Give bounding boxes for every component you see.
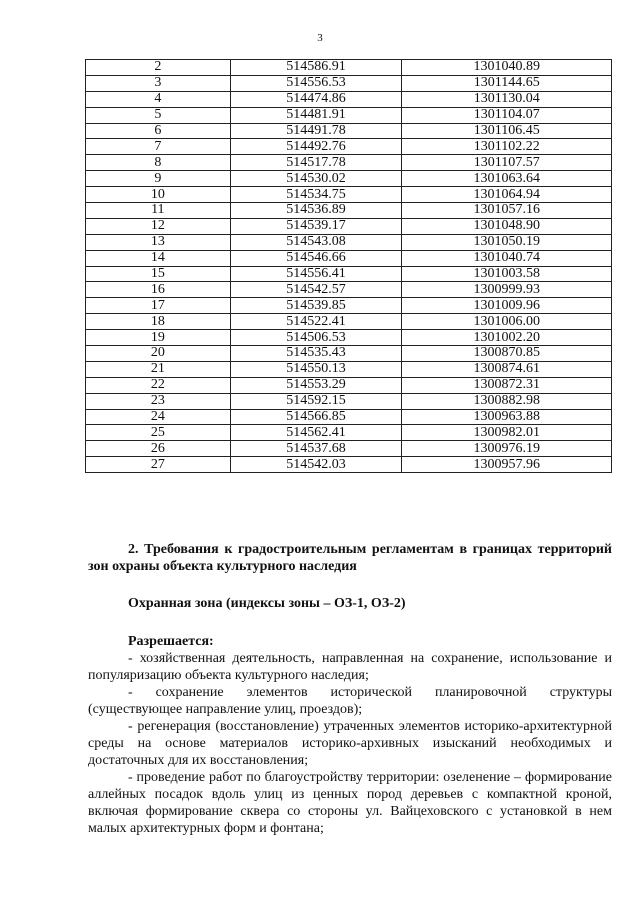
table-row bbox=[86, 346, 612, 362]
x-coordinate-cell: 514539.17 bbox=[230, 218, 402, 234]
table-row bbox=[86, 298, 612, 314]
point-number-cell: 14 bbox=[86, 250, 231, 266]
paragraph-planning-structure: - сохранение элементов исторической планировочной структуры (существующее направление улиц, проездов); bbox=[88, 685, 612, 717]
y-coordinate-cell: 1301102.22 bbox=[402, 139, 612, 155]
y-coordinate-cell: 1300982.01 bbox=[402, 425, 612, 441]
x-coordinate-cell: 514506.53 bbox=[230, 330, 402, 346]
table-row bbox=[86, 361, 612, 377]
x-coordinate-cell: 514517.78 bbox=[230, 155, 402, 171]
x-coordinate-cell: 514592.15 bbox=[230, 393, 402, 409]
point-number-cell: 12 bbox=[86, 218, 231, 234]
y-coordinate-cell: 1300874.61 bbox=[402, 361, 612, 377]
table-row bbox=[86, 282, 612, 298]
y-coordinate-cell: 1301107.57 bbox=[402, 155, 612, 171]
x-coordinate-cell: 514537.68 bbox=[230, 441, 402, 457]
x-coordinate-cell: 514474.86 bbox=[230, 91, 402, 107]
y-coordinate-cell: 1300999.93 bbox=[402, 282, 612, 298]
y-coordinate-cell: 1301006.00 bbox=[402, 314, 612, 330]
y-coordinate-cell: 1300976.19 bbox=[402, 441, 612, 457]
point-number-cell: 27 bbox=[86, 457, 231, 473]
x-coordinate-cell: 514535.43 bbox=[230, 346, 402, 362]
x-coordinate-cell: 514586.91 bbox=[230, 60, 402, 76]
table-row bbox=[86, 187, 612, 203]
table-row bbox=[86, 250, 612, 266]
table-row bbox=[86, 107, 612, 123]
x-coordinate-cell: 514553.29 bbox=[230, 377, 402, 393]
x-coordinate-cell: 514546.66 bbox=[230, 250, 402, 266]
table-row bbox=[86, 218, 612, 234]
y-coordinate-cell: 1301063.64 bbox=[402, 171, 612, 187]
table-row bbox=[86, 377, 612, 393]
y-coordinate-cell: 1300872.31 bbox=[402, 377, 612, 393]
page-number: 3 bbox=[317, 32, 323, 44]
y-coordinate-cell: 1301048.90 bbox=[402, 218, 612, 234]
table-row bbox=[86, 441, 612, 457]
table-row bbox=[86, 139, 612, 155]
table-row bbox=[86, 123, 612, 139]
point-number-cell: 18 bbox=[86, 314, 231, 330]
y-coordinate-cell: 1301009.96 bbox=[402, 298, 612, 314]
point-number-cell: 19 bbox=[86, 330, 231, 346]
point-number-cell: 3 bbox=[86, 75, 231, 91]
y-coordinate-cell: 1301040.89 bbox=[402, 60, 612, 76]
table-row bbox=[86, 409, 612, 425]
paragraph-landscaping: - проведение работ по благоустройству территории: озеленение – формирование аллейных посадок вдоль улиц из ценных пород деревьев с компактной кроной, включая формирование сквера со стороны ул. Вайцеховского с установкой в нем малых архитектурных форм и фонтана; bbox=[88, 770, 612, 836]
x-coordinate-cell: 514481.91 bbox=[230, 107, 402, 123]
point-number-cell: 4 bbox=[86, 91, 231, 107]
table-row bbox=[86, 330, 612, 346]
point-number-cell: 9 bbox=[86, 171, 231, 187]
y-coordinate-cell: 1301104.07 bbox=[402, 107, 612, 123]
x-coordinate-cell: 514543.08 bbox=[230, 234, 402, 250]
x-coordinate-cell: 514542.03 bbox=[230, 457, 402, 473]
x-coordinate-cell: 514556.53 bbox=[230, 75, 402, 91]
x-coordinate-cell: 514556.41 bbox=[230, 266, 402, 282]
table-row bbox=[86, 457, 612, 473]
table-row bbox=[86, 203, 612, 219]
point-number-cell: 23 bbox=[86, 393, 231, 409]
y-coordinate-cell: 1300870.85 bbox=[402, 346, 612, 362]
point-number-cell: 8 bbox=[86, 155, 231, 171]
table-row bbox=[86, 91, 612, 107]
section-heading: 2. Требования к градостроительным регламентам в границах территорий зон охраны объекта культурного наследия bbox=[88, 542, 612, 574]
y-coordinate-cell: 1301144.65 bbox=[402, 75, 612, 91]
point-number-cell: 13 bbox=[86, 234, 231, 250]
x-coordinate-cell: 514522.41 bbox=[230, 314, 402, 330]
point-number-cell: 22 bbox=[86, 377, 231, 393]
point-number-cell: 15 bbox=[86, 266, 231, 282]
x-coordinate-cell: 514542.57 bbox=[230, 282, 402, 298]
table-row bbox=[86, 60, 612, 76]
table-row bbox=[86, 314, 612, 330]
x-coordinate-cell: 514566.85 bbox=[230, 409, 402, 425]
point-number-cell: 6 bbox=[86, 123, 231, 139]
table-row bbox=[86, 393, 612, 409]
point-number-cell: 11 bbox=[86, 203, 231, 219]
table-row bbox=[86, 75, 612, 91]
point-number-cell: 10 bbox=[86, 187, 231, 203]
y-coordinate-cell: 1301106.45 bbox=[402, 123, 612, 139]
point-number-cell: 20 bbox=[86, 346, 231, 362]
paragraph-regeneration: - регенерация (восстановление) утраченных элементов историко-архитектурной среды на основе материалов историко-архивных изысканий необходимых и достаточных для их восстановления; bbox=[88, 719, 612, 768]
point-number-cell: 5 bbox=[86, 107, 231, 123]
y-coordinate-cell: 1301064.94 bbox=[402, 187, 612, 203]
x-coordinate-cell: 514562.41 bbox=[230, 425, 402, 441]
y-coordinate-cell: 1301050.19 bbox=[402, 234, 612, 250]
point-number-cell: 21 bbox=[86, 361, 231, 377]
coordinates-table bbox=[85, 59, 612, 473]
x-coordinate-cell: 514534.75 bbox=[230, 187, 402, 203]
y-coordinate-cell: 1300957.96 bbox=[402, 457, 612, 473]
table-row bbox=[86, 234, 612, 250]
x-coordinate-cell: 514539.85 bbox=[230, 298, 402, 314]
x-coordinate-cell: 514530.02 bbox=[230, 171, 402, 187]
point-number-cell: 2 bbox=[86, 60, 231, 76]
document-content bbox=[88, 541, 612, 837]
point-number-cell: 7 bbox=[86, 139, 231, 155]
zone-heading: Охранная зона (индексы зоны – ОЗ-1, ОЗ-2) bbox=[128, 596, 406, 611]
y-coordinate-cell: 1300963.88 bbox=[402, 409, 612, 425]
table-row bbox=[86, 155, 612, 171]
table-row bbox=[86, 266, 612, 282]
point-number-cell: 16 bbox=[86, 282, 231, 298]
x-coordinate-cell: 514492.76 bbox=[230, 139, 402, 155]
x-coordinate-cell: 514550.13 bbox=[230, 361, 402, 377]
paragraph-preservation: - хозяйственная деятельность, направленная на сохранение, использование и популяризацию объекта культурного наследия; bbox=[88, 651, 612, 683]
x-coordinate-cell: 514536.89 bbox=[230, 203, 402, 219]
allowed-heading: Разрешается: bbox=[128, 634, 214, 649]
x-coordinate-cell: 514491.78 bbox=[230, 123, 402, 139]
point-number-cell: 25 bbox=[86, 425, 231, 441]
table-row bbox=[86, 171, 612, 187]
point-number-cell: 24 bbox=[86, 409, 231, 425]
table-row bbox=[86, 425, 612, 441]
y-coordinate-cell: 1301057.16 bbox=[402, 203, 612, 219]
y-coordinate-cell: 1300882.98 bbox=[402, 393, 612, 409]
coordinates-table-body bbox=[86, 60, 612, 473]
y-coordinate-cell: 1301003.58 bbox=[402, 266, 612, 282]
point-number-cell: 26 bbox=[86, 441, 231, 457]
y-coordinate-cell: 1301002.20 bbox=[402, 330, 612, 346]
y-coordinate-cell: 1301040.74 bbox=[402, 250, 612, 266]
point-number-cell: 17 bbox=[86, 298, 231, 314]
y-coordinate-cell: 1301130.04 bbox=[402, 91, 612, 107]
